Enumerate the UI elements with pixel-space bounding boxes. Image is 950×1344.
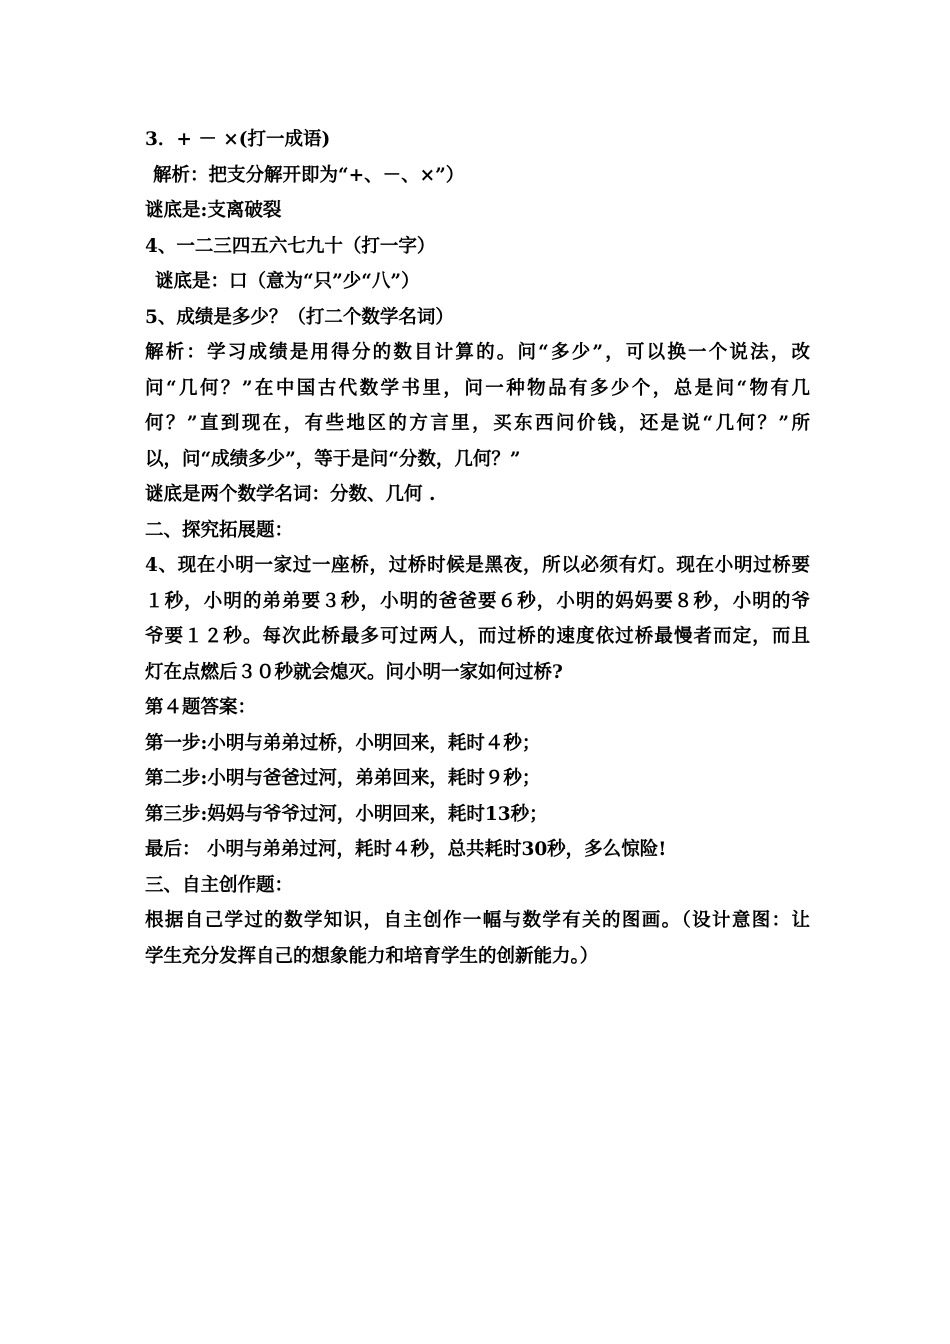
riddle-3-answer: 谜底是:支离破裂 bbox=[145, 200, 282, 221]
document-body bbox=[145, 122, 810, 974]
answer-step-2: 第二步:小明与爸爸过河，弟弟回来，耗时９秒； bbox=[145, 768, 541, 789]
bridge-problem-line-2: １秒，小明的弟弟要３秒，小明的爸爸要６秒，小明的妈妈要８秒，小明的爷 bbox=[145, 590, 810, 612]
answer-heading: 第４题答案： bbox=[145, 697, 257, 718]
bridge-problem-line-4: 灯在点燃后３０秒就会熄灭。问小明一家如何过桥? bbox=[145, 661, 563, 683]
riddle-4-question: 4、一二三四五六七九十（打一字） bbox=[145, 235, 436, 257]
riddle-5-analysis-line-4: 以，问“成绩多少”，等于是问“分数，几何？” bbox=[145, 448, 521, 470]
answer-step-3: 第三步:妈妈与爷爷过河，小明回来，耗时13秒； bbox=[145, 803, 548, 825]
section-2-heading: 二、探究拓展题： bbox=[145, 519, 294, 541]
riddle-5-question: 5、成绩是多少？（打二个数学名词） bbox=[145, 306, 454, 328]
creation-task-line-2: 学生充分发挥自己的想象能力和培育学生的创新能力。） bbox=[145, 945, 599, 967]
riddle-3-question: 3．+ － ×(打一成语) bbox=[145, 129, 331, 150]
riddle-5-analysis-line-2: 问“几何？”在中国古代数学书里，问一种物品有多少个，总是问“物有几 bbox=[145, 377, 810, 399]
answer-final: 最后： 小明与弟弟过河，耗时４秒，总共耗时30秒，多么惊险! bbox=[145, 839, 667, 860]
riddle-5-analysis-line-3: 何？”直到现在，有些地区的方言里，买东西问价钱，还是说“几何？”所 bbox=[145, 413, 810, 434]
riddle-4-answer: 谜底是：口（意为“只”少“八”） bbox=[155, 271, 420, 292]
riddle-5-analysis-line-1: 解析：学习成绩是用得分的数目计算的。问“多少”，可以换一个说法，改 bbox=[145, 342, 810, 363]
riddle-3-analysis: 解析：把支分解开即为“+、－、×”） bbox=[153, 164, 465, 186]
section-3-heading: 三、自主创作题： bbox=[145, 874, 294, 896]
bridge-problem-line-3: 爷要１２秒。每次此桥最多可过两人，而过桥的速度依过桥最慢者而定，而且 bbox=[145, 626, 810, 647]
answer-step-1: 第一步:小明与弟弟过桥，小明回来，耗时４秒； bbox=[145, 732, 541, 754]
bridge-problem-line-1: 4、现在小明一家过一座桥，过桥时候是黑夜，所以必须有灯。现在小明过桥要 bbox=[145, 555, 810, 576]
riddle-5-answer: 谜底是两个数学名词：分数、几何 . bbox=[145, 484, 436, 505]
creation-task-line-1: 根据自己学过的数学知识，自主创作一幅与数学有关的图画。（设计意图：让 bbox=[145, 910, 810, 931]
